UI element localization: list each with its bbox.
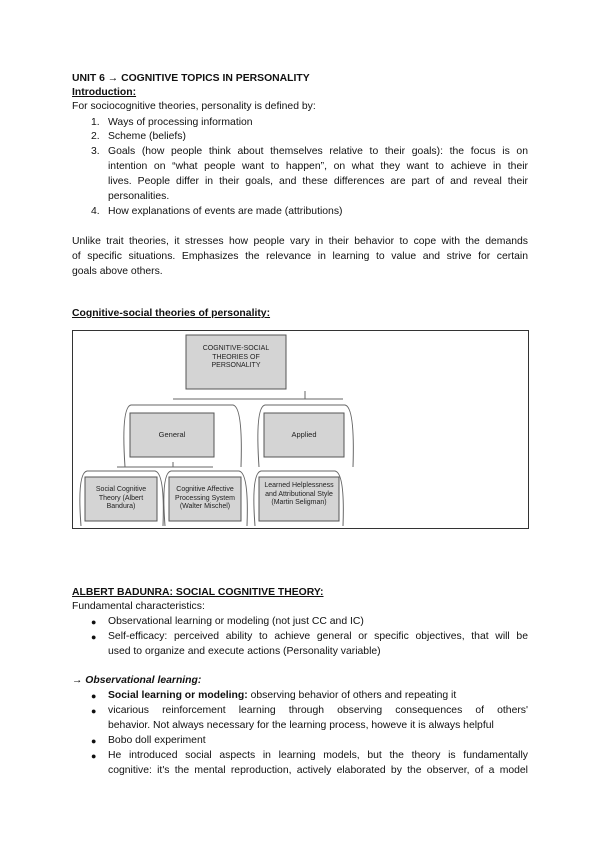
bold-term: Social learning or modeling: <box>108 690 248 701</box>
list-number: 3. <box>91 146 100 157</box>
list-number: 1. <box>91 117 100 128</box>
list-item-line: intention on “what people want to happen”, on what they want to achieve in their <box>108 161 528 172</box>
term-definition: observing behavior of others and repeating it <box>247 690 457 701</box>
cogsocial-heading: Cognitive-social theories of personality: <box>72 308 271 319</box>
paragraph-line: of specific situations. Emphasizes the relevance in learning to value and strive for certain <box>72 251 528 262</box>
bullet-item <box>108 689 456 703</box>
intro-lead: For sociocognitive theories, personality is defined by: <box>72 101 316 112</box>
intro-heading: Introduction: <box>72 87 137 98</box>
document-title: UNIT 6 → COGNITIVE TOPICS IN PERSONALITY <box>72 73 310 84</box>
list-item: Scheme (beliefs) <box>108 131 186 142</box>
root-box-label: COGNITIVE-SOCIAL THEORIES OF PERSONALITY <box>202 345 270 369</box>
list-item: How explanations of events are made (attributions) <box>108 206 343 217</box>
applied-box-label: Applied <box>291 430 317 439</box>
bullet-item-line: vicarious reinforcement learning through observing consequences of others' <box>108 705 528 716</box>
bullet-dot-icon: ● <box>91 617 97 627</box>
paragraph-line: goals above others. <box>72 266 163 277</box>
list-item-line: lives. People differ in their goals, and these differences are part of and reveal their <box>108 176 528 187</box>
bullet-item-line: used to organize and execute actions (Personality variable) <box>108 646 381 657</box>
bullet-item-line: Self-efficacy: perceived ability to achieve general or specific objectives, that will be <box>108 631 528 642</box>
bullet-item-line: behavior. Not always necessary for the learning process, howeve it is always helpful <box>108 720 494 731</box>
list-item-line: personalities. <box>108 191 170 202</box>
leaf-label-seligman: Learned Helplessness and Attributional Style (Martin Seligman) <box>264 482 334 506</box>
bullet-dot-icon: ● <box>91 736 97 746</box>
bullet-item-line: cognitive: it's the mental reproduction, actively elaborated by the observer, of a model <box>108 765 528 776</box>
leaf-label-mischel: Cognitive Affective Processing System (Walter Mischel) <box>175 486 235 510</box>
bullet-item: Observational learning or modeling (not just CC and IC) <box>108 616 364 627</box>
fundamental-lead: Fundamental characteristics: <box>72 601 205 612</box>
general-box-label: General <box>158 430 186 439</box>
bullet-dot-icon: ● <box>91 706 97 716</box>
paragraph-line: Unlike trait theories, it stresses how people vary in their behavior to cope with the demands <box>72 236 528 247</box>
list-number: 4. <box>91 206 100 217</box>
theories-diagram <box>72 330 529 529</box>
bullet-item: Bobo doll experiment <box>108 735 206 746</box>
leaf-label-bandura: Social Cognitive Theory (Albert Bandura) <box>95 486 147 510</box>
list-item: Ways of processing information <box>108 117 253 128</box>
bullet-dot-icon: ● <box>91 691 97 701</box>
bullet-dot-icon: ● <box>91 632 97 642</box>
bullet-dot-icon: ● <box>91 751 97 761</box>
list-item-line: Goals (how people think about themselves relative to their goals): the focus is on <box>108 146 528 157</box>
list-number: 2. <box>91 131 100 142</box>
bullet-item-line: He introduced social aspects in learning models, but the theory is fundamentally <box>108 750 528 761</box>
bandura-heading: ALBERT BADUNRA: SOCIAL COGNITIVE THEORY: <box>72 587 324 598</box>
obs-heading: → Observational learning: <box>72 675 202 686</box>
